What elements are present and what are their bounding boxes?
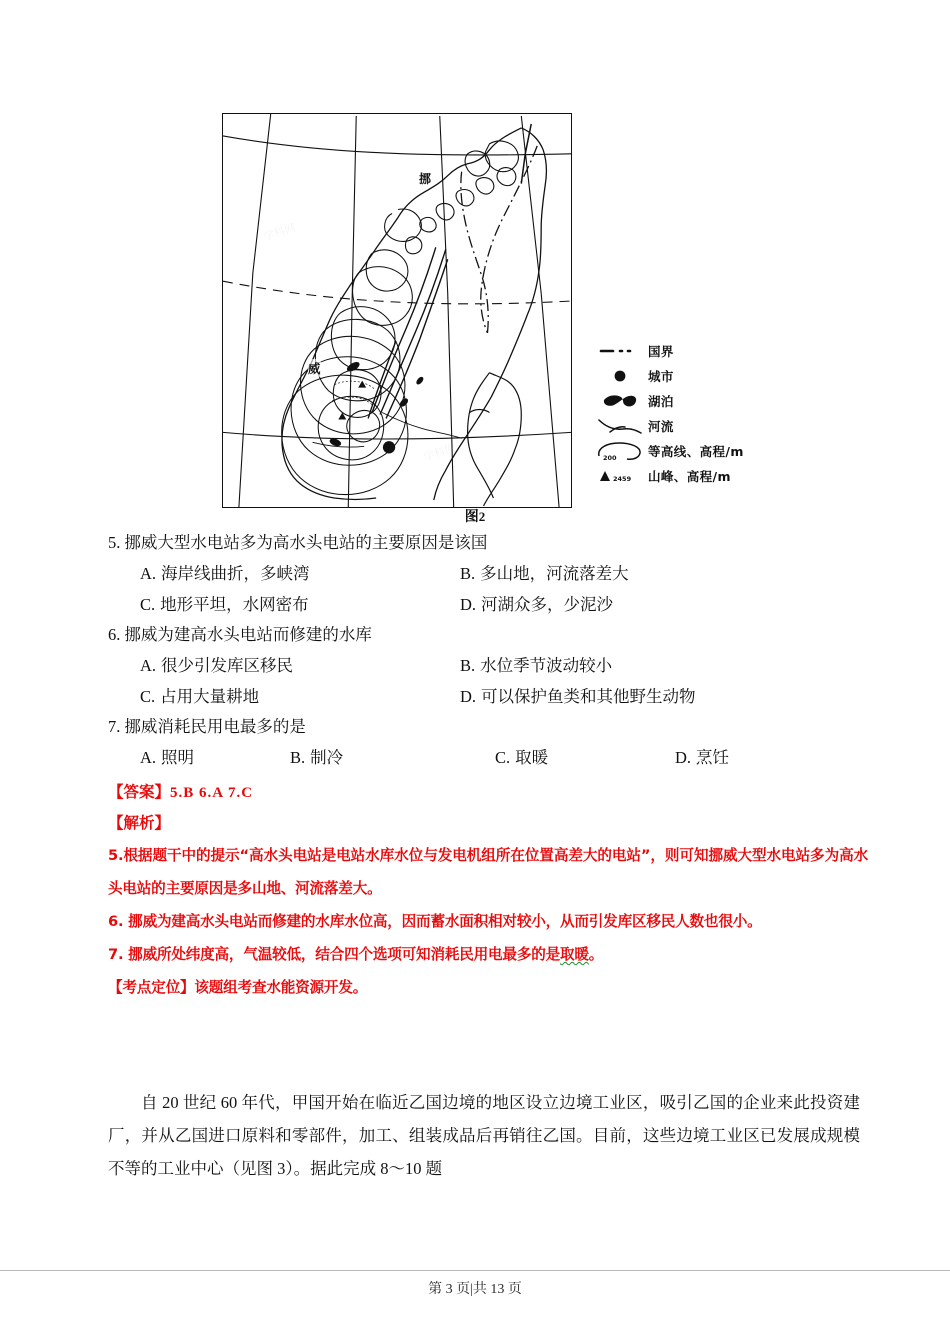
svg-text:200: 200 xyxy=(603,453,617,462)
norway-map xyxy=(222,113,572,508)
question-5-options-row-1 xyxy=(108,558,868,589)
question-6-options-row-2 xyxy=(108,681,868,712)
mountain-peak-icon xyxy=(592,464,648,488)
option-text: 水位季节波动较小 xyxy=(480,656,613,675)
legend-item-contour xyxy=(592,438,812,463)
option-label: D. xyxy=(460,687,477,706)
question-6-option-b[interactable] xyxy=(460,650,612,681)
option-text: 可以保护鱼类和其他野生动物 xyxy=(481,687,696,706)
figure-2-block xyxy=(0,0,950,525)
question-7-text: 挪威消耗民用电最多的是 xyxy=(124,717,306,736)
answer-value: 5.B 6.A 7.C xyxy=(170,785,254,801)
keypoint-tag: 【考点定位】 xyxy=(108,979,195,996)
legend-label-river: 河流 xyxy=(648,418,674,434)
legend-item-border xyxy=(592,338,812,363)
option-label: A. xyxy=(140,564,157,583)
option-label: B. xyxy=(460,564,476,583)
question-content xyxy=(108,528,868,1004)
legend-label-border: 国界 xyxy=(648,343,674,359)
option-text: 烹饪 xyxy=(696,748,730,767)
analysis-item-7 xyxy=(108,938,868,971)
question-7-stem xyxy=(108,712,868,742)
question-6-option-d[interactable] xyxy=(460,681,696,712)
passage-paragraph: 自 20 世纪 60 年代，甲国开始在临近乙国边境的地区设立边境工业区，吸引乙国的企业来此投资建厂，并从乙国进口原料和零部件，加工、组装成品后再销往乙国。目前，这些边境工业区已发展成规模不等的工业中心（见图 3）。据此完成 8～10 题 xyxy=(108,1093,860,1178)
option-text: 河湖众多，少泥沙 xyxy=(481,595,614,614)
option-text: 地形平坦，水网密布 xyxy=(160,595,309,614)
question-5-option-a[interactable] xyxy=(140,558,460,589)
national-border-icon xyxy=(592,339,648,363)
option-text: 取暖 xyxy=(515,748,549,767)
legend-label-peak: 山峰、高程/m xyxy=(648,468,731,484)
analysis-item-6: 6. 挪威为建高水头电站而修建的水库水位高，因而蓄水面积相对较小，从而引发库区移民人数也很小。 xyxy=(108,913,762,930)
watermark: 学科网 xyxy=(261,221,298,244)
option-text: 很少引发库区移民 xyxy=(161,656,294,675)
legend-item-city xyxy=(592,363,812,388)
figure-caption xyxy=(0,506,950,526)
option-label: A. xyxy=(140,656,157,675)
answer-tag: 【答案】 xyxy=(108,783,171,801)
question-6-stem xyxy=(108,620,868,650)
question-6-option-a[interactable] xyxy=(140,650,460,681)
legend-label-contour: 等高线、高程/m xyxy=(648,443,744,459)
option-label: A. xyxy=(140,748,157,767)
answer-line xyxy=(108,777,868,808)
question-6-option-c[interactable] xyxy=(140,681,460,712)
question-5-option-b[interactable] xyxy=(460,558,629,589)
question-5-number: 5. xyxy=(108,533,121,552)
question-6-options-row-1 xyxy=(108,650,868,681)
question-6-text: 挪威为建高水头电站而修建的水库 xyxy=(124,625,372,644)
analysis-item-7-highlight: 取暖 xyxy=(560,946,589,963)
keypoint-line xyxy=(108,971,868,1004)
map-legend xyxy=(592,338,812,488)
map-label-country-2: 威 xyxy=(308,361,321,376)
map-label-country-1: 挪 xyxy=(419,172,432,186)
svg-text:2459: 2459 xyxy=(613,474,632,483)
question-5-option-c[interactable] xyxy=(140,589,460,620)
map-city-dot xyxy=(383,441,395,453)
page-footer xyxy=(0,1270,950,1298)
question-5-text: 挪威大型水电站多为高水头电站的主要原因是该国 xyxy=(124,533,488,552)
lake-blob-icon xyxy=(592,389,648,413)
question-7-option-d[interactable] xyxy=(675,742,729,773)
question-6-number: 6. xyxy=(108,625,121,644)
page-number-text: 第 3 页|共 13 页 xyxy=(428,1282,522,1297)
analysis-item-7-suffix: 。 xyxy=(588,946,604,963)
question-5-option-d[interactable] xyxy=(460,589,613,620)
question-7-option-b[interactable] xyxy=(290,742,495,773)
analysis-item-7-prefix: 7. 挪威所处纬度高，气温较低，结合四个选项可知消耗民用电最多的是 xyxy=(108,946,560,963)
option-text: 占用大量耕地 xyxy=(160,687,260,706)
figure-caption-label: 图 xyxy=(464,509,479,525)
option-label: C. xyxy=(140,687,156,706)
city-dot-icon xyxy=(592,364,648,388)
option-label: C. xyxy=(495,748,511,767)
watermark: 学科网 xyxy=(421,441,458,464)
question-7-option-a[interactable] xyxy=(140,742,290,773)
question-7-options-row xyxy=(108,742,868,773)
option-text: 海岸线曲折，多峡湾 xyxy=(161,564,310,583)
legend-label-city: 城市 xyxy=(648,368,674,384)
option-text: 多山地，河流落差大 xyxy=(480,564,629,583)
option-label: B. xyxy=(460,656,476,675)
question-5-options-row-2 xyxy=(108,589,868,620)
question-7-option-c[interactable] xyxy=(495,742,675,773)
analysis-item-5: 5.根据题干中的提示“高水头电站是电站水库水位与发电机组所在位置高差大的电站”，则可知挪威大型水电站多为高水头电站的主要原因是多山地、河流落差大。 xyxy=(108,847,868,897)
option-label: C. xyxy=(140,595,156,614)
keypoint-text: 该题组考查水能资源开发。 xyxy=(194,979,368,996)
option-label: D. xyxy=(675,748,692,767)
legend-label-lake: 湖泊 xyxy=(648,393,674,409)
legend-item-peak xyxy=(592,463,812,488)
legend-item-river xyxy=(592,413,812,438)
question-5-stem xyxy=(108,528,868,558)
option-text: 照明 xyxy=(161,748,195,767)
contour-loop-icon xyxy=(592,439,648,463)
option-label: B. xyxy=(290,748,306,767)
analysis-tag: 【解析】 xyxy=(108,814,171,832)
question-7-number: 7. xyxy=(108,717,121,736)
river-line-icon xyxy=(592,414,648,438)
option-label: D. xyxy=(460,595,477,614)
figure-caption-number: 2 xyxy=(478,509,486,524)
legend-item-lake xyxy=(592,388,812,413)
option-text: 制冷 xyxy=(310,748,344,767)
